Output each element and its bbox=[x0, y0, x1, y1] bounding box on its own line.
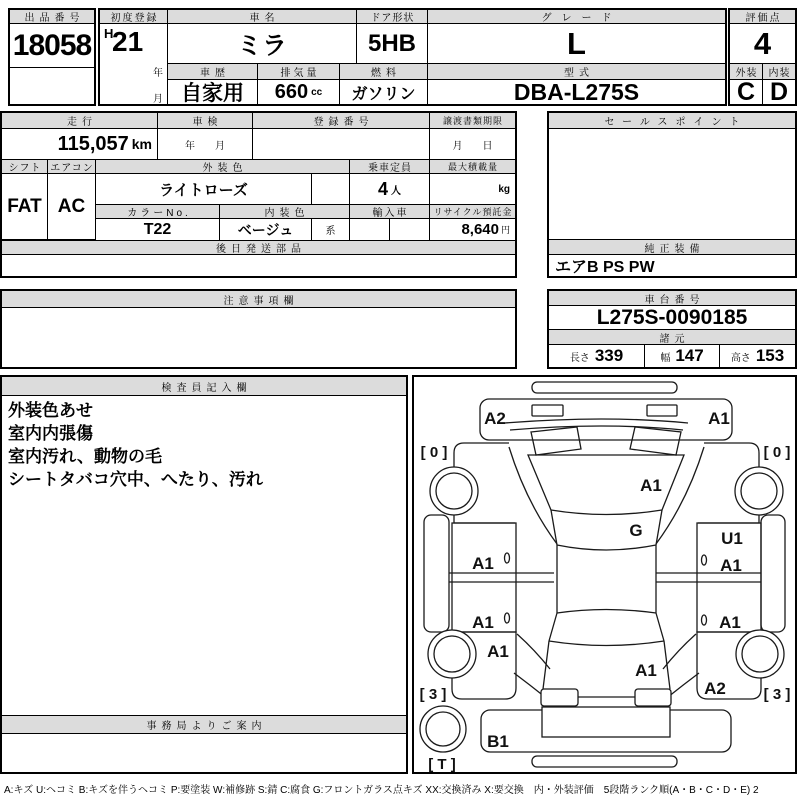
import-value-left bbox=[350, 219, 390, 240]
spec-box bbox=[0, 111, 517, 278]
reg-no-value bbox=[253, 129, 430, 160]
displacement-label: 排気量 bbox=[258, 64, 340, 80]
sales-point-value bbox=[549, 129, 795, 240]
exterior-grade: C bbox=[730, 80, 763, 104]
int-color-label: 内装色 bbox=[220, 205, 350, 219]
damage-label: A1 bbox=[635, 661, 657, 680]
equipment-value: エアB PS PW bbox=[555, 259, 655, 276]
office-value bbox=[2, 734, 406, 772]
height-cell bbox=[720, 345, 795, 367]
shaken-label: 車検 bbox=[158, 113, 253, 129]
damage-label: A2 bbox=[704, 679, 726, 698]
damage-label: U1 bbox=[721, 529, 743, 548]
exterior-label: 外装 bbox=[730, 64, 763, 80]
spare-tire bbox=[420, 706, 466, 752]
inspector-box bbox=[0, 375, 408, 774]
grade-label: グレード bbox=[428, 10, 725, 24]
damage-label: A1 bbox=[719, 613, 741, 632]
sales-point-label: セールスポイント bbox=[549, 113, 795, 129]
caution-value bbox=[2, 308, 515, 367]
shift-value: FAT bbox=[2, 174, 48, 240]
later-parts-label: 後日発送部品 bbox=[2, 240, 515, 255]
first-reg-year: 21 bbox=[112, 26, 144, 57]
inspector-note-line: 室内内張傷 bbox=[8, 424, 93, 443]
car-name-value: ミラ bbox=[168, 24, 357, 64]
interior-label: 内装 bbox=[763, 64, 795, 80]
chassis-box bbox=[547, 289, 797, 369]
recycle-label: リサイクル預託金 bbox=[430, 205, 515, 219]
width-label: 幅 bbox=[660, 352, 671, 364]
tire-depth-label: [ 3 ] bbox=[763, 686, 791, 703]
dimensions-label: 諸元 bbox=[549, 330, 795, 345]
caution-label: 注意事項欄 bbox=[2, 291, 515, 308]
score-box bbox=[728, 8, 797, 106]
damage-label: B1 bbox=[487, 732, 509, 751]
wheel-front-right bbox=[735, 467, 783, 515]
score-value: 4 bbox=[730, 24, 795, 64]
spare-tire-label: [ T ] bbox=[428, 756, 456, 772]
diagram-box bbox=[412, 375, 797, 774]
length-cell bbox=[549, 345, 645, 367]
shaken-value: 年 月 bbox=[158, 129, 253, 160]
sales-point-box bbox=[547, 111, 797, 278]
mileage-label: 走行 bbox=[2, 113, 158, 129]
damage-label: A2 bbox=[484, 409, 506, 428]
model-code-value: DBA-L275S bbox=[513, 80, 640, 104]
color-no-value: T22 bbox=[96, 219, 220, 240]
month-unit: 月 bbox=[153, 94, 163, 104]
first-reg-label: 初度登録 bbox=[100, 10, 168, 24]
later-parts-value bbox=[2, 255, 515, 276]
import-value-right bbox=[390, 219, 430, 240]
ext-color-label: 外装色 bbox=[96, 160, 350, 174]
recycle-value bbox=[430, 219, 515, 240]
caution-box bbox=[0, 289, 517, 369]
damage-label: G bbox=[629, 521, 643, 540]
int-color-unit: 系 bbox=[312, 219, 350, 240]
taillight-right bbox=[635, 689, 671, 706]
year-unit: 年 bbox=[153, 68, 163, 79]
first-reg-era: H bbox=[104, 26, 114, 41]
length-label: 長さ bbox=[569, 352, 590, 364]
rear-strip bbox=[532, 756, 677, 767]
recycle-unit: 円 bbox=[500, 225, 510, 235]
front-strip bbox=[532, 382, 677, 393]
capacity-unit: 人 bbox=[391, 185, 401, 197]
damage-label: A1 bbox=[472, 554, 494, 573]
max-load-label: 最大積載量 bbox=[430, 160, 515, 174]
height-value: 153 bbox=[755, 346, 785, 365]
door-shape-value: 5HB bbox=[357, 24, 428, 64]
empty-cell bbox=[312, 174, 350, 205]
mileage-unit: km bbox=[131, 136, 152, 152]
color-no-label: カラーNo. bbox=[96, 205, 220, 219]
mileage-number: 115,057 bbox=[57, 132, 129, 155]
wheel-front-left bbox=[430, 467, 478, 515]
first-reg-cell bbox=[100, 24, 168, 104]
inspector-note-line: シートタバコ穴中、へたり、汚れ bbox=[8, 470, 263, 489]
chassis-label: 車台番号 bbox=[549, 291, 795, 306]
chassis-value: L275S-0090185 bbox=[549, 306, 795, 330]
damage-label: A1 bbox=[640, 476, 662, 495]
width-cell bbox=[645, 345, 720, 367]
fuel-value: ガソリン bbox=[340, 80, 428, 104]
transfer-value: 月 日 bbox=[430, 129, 515, 160]
capacity-value bbox=[350, 174, 430, 205]
fuel-label: 燃料 bbox=[340, 64, 428, 80]
mileage-value bbox=[2, 129, 158, 160]
damage-label: A1 bbox=[472, 613, 494, 632]
vehicle-info-box bbox=[98, 8, 727, 106]
taillight-left bbox=[541, 689, 578, 706]
car-name-label: 車名 bbox=[168, 10, 357, 24]
grade-value: L bbox=[428, 24, 725, 64]
tire-depth-label: [ 0 ] bbox=[763, 444, 791, 461]
capacity-number: 4 bbox=[377, 178, 388, 199]
door-shape-label: ドア形状 bbox=[357, 10, 428, 24]
auction-no-box bbox=[8, 8, 96, 106]
transfer-label: 譲渡書類期限 bbox=[430, 113, 515, 129]
tailgate-lower bbox=[542, 707, 670, 737]
ext-color-value: ライトローズ bbox=[96, 174, 312, 205]
history-value: 自家用 bbox=[168, 80, 258, 104]
wheel-rear-left bbox=[428, 630, 476, 678]
auction-no-value: 18058 bbox=[10, 24, 94, 68]
displacement-number: 660 bbox=[274, 80, 309, 103]
tire-depth-label: [ 0 ] bbox=[420, 444, 448, 461]
int-color-value: ベージュ bbox=[220, 219, 312, 240]
recycle-number: 8,640 bbox=[461, 221, 499, 238]
shift-label: シフト bbox=[2, 160, 48, 174]
auction-no-label: 出品番号 bbox=[10, 10, 94, 24]
interior-grade: D bbox=[769, 80, 789, 104]
max-load-value: kg bbox=[430, 174, 515, 205]
damage-label: A1 bbox=[708, 409, 730, 428]
rocker-left bbox=[424, 515, 449, 632]
tire-depth-label: [ 3 ] bbox=[419, 686, 447, 703]
reg-no-label: 登録番号 bbox=[253, 113, 430, 129]
headlight-right bbox=[630, 427, 681, 455]
history-label: 車歴 bbox=[168, 64, 258, 80]
inspector-note-line: 室内汚れ、動物の毛 bbox=[8, 447, 163, 466]
equipment-label: 純正装備 bbox=[549, 240, 795, 255]
displacement-unit: cc bbox=[311, 86, 323, 98]
length-value: 339 bbox=[594, 346, 624, 365]
office-label: 事務局よりご案内 bbox=[2, 716, 406, 734]
damage-label: A1 bbox=[720, 556, 742, 575]
damage-label: A1 bbox=[487, 642, 509, 661]
wheel-rear-right bbox=[736, 630, 784, 678]
headlight-left bbox=[531, 427, 581, 455]
inspector-notes bbox=[2, 396, 406, 716]
damage-code-legend: A:キズ U:ヘコミ B:キズを伴うヘコミ P:要塗装 W:補修跡 S:錆 C:腐食 G:フロントガラス点キズ XX:交換済み X:要交換 内・外装評価 5段階ランク順(A・B・C・D・E) 2 bbox=[4, 785, 759, 796]
inspector-label: 検査員記入欄 bbox=[2, 377, 406, 396]
model-code-label: 型式 bbox=[428, 64, 725, 80]
width-value: 147 bbox=[675, 346, 704, 365]
aircon-label: エアコン bbox=[48, 160, 96, 174]
aircon-value: AC bbox=[48, 174, 96, 240]
damage-diagram bbox=[414, 377, 795, 772]
score-label: 評価点 bbox=[730, 10, 795, 24]
displacement-value bbox=[258, 80, 340, 104]
import-label: 輸入車 bbox=[350, 205, 430, 219]
rear-window bbox=[549, 641, 664, 646]
empty-cell bbox=[10, 68, 94, 104]
inspector-note-line: 外装色あせ bbox=[8, 401, 93, 420]
rocker-right bbox=[761, 515, 785, 632]
height-label: 高さ bbox=[730, 352, 751, 364]
capacity-label: 乗車定員 bbox=[350, 160, 430, 174]
